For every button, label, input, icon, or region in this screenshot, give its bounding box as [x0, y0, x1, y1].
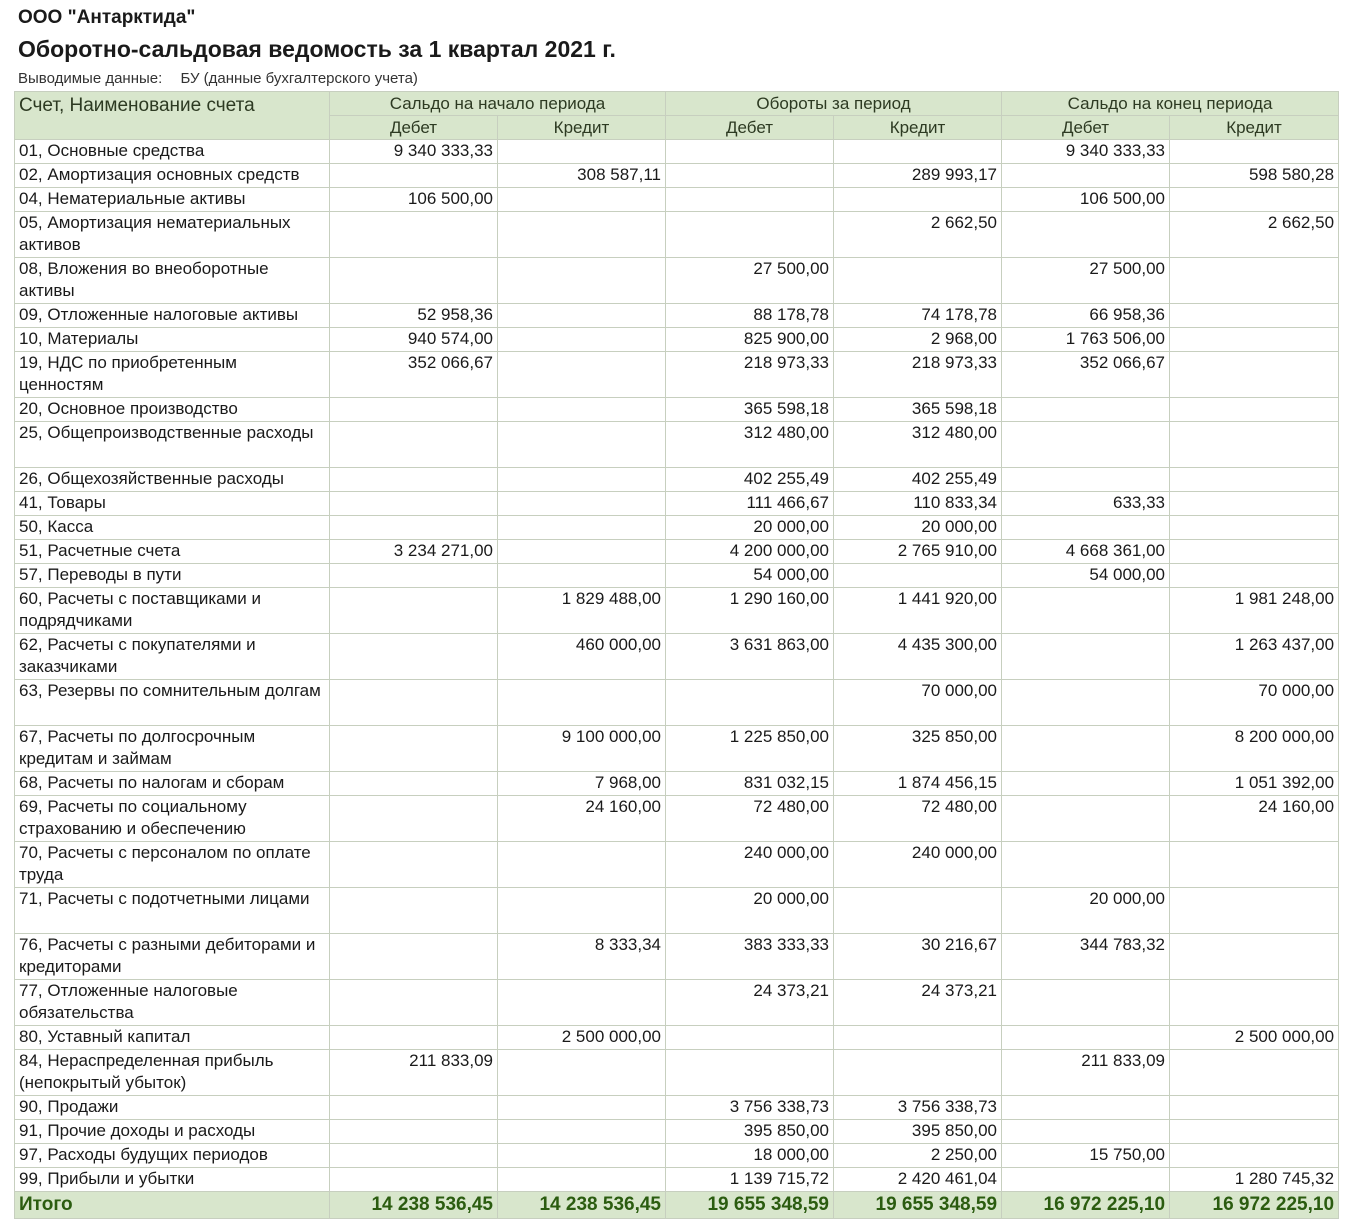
opening-credit-cell[interactable]: 8 333,34 [498, 934, 666, 980]
opening-debit-cell[interactable] [330, 1120, 498, 1144]
closing-debit-cell[interactable]: 106 500,00 [1002, 188, 1170, 212]
closing-debit-cell[interactable] [1002, 516, 1170, 540]
column-group-closing-balance: Сальдо на конец периода [1002, 92, 1339, 116]
turnover-credit-cell[interactable]: 72 480,00 [834, 796, 1002, 842]
turnover-debit-cell[interactable]: 218 973,33 [666, 352, 834, 398]
account-name-cell[interactable]: 71, Расчеты с подотчетными лицами [15, 888, 330, 934]
turnover-credit-cell[interactable] [834, 188, 1002, 212]
account-name-cell[interactable]: 90, Продажи [15, 1096, 330, 1120]
turnover-debit-cell[interactable] [666, 164, 834, 188]
opening-credit-cell[interactable] [498, 352, 666, 398]
table-row[interactable] [15, 304, 1339, 328]
total-turnover-debit: 19 655 348,59 [666, 1192, 834, 1219]
closing-debit-cell[interactable] [1002, 634, 1170, 680]
table-row[interactable] [15, 772, 1339, 796]
account-name-cell[interactable]: 01, Основные средства [15, 140, 330, 164]
turnover-debit-cell[interactable]: 4 200 000,00 [666, 540, 834, 564]
closing-credit-cell[interactable] [1170, 1096, 1339, 1120]
opening-debit-cell[interactable]: 352 066,67 [330, 352, 498, 398]
closing-debit-cell[interactable] [1002, 212, 1170, 258]
opening-debit-cell[interactable] [330, 772, 498, 796]
closing-credit-cell[interactable]: 598 580,28 [1170, 164, 1339, 188]
turnover-debit-cell[interactable]: 1 139 715,72 [666, 1168, 834, 1192]
total-row [15, 1192, 1339, 1219]
turnover-debit-cell[interactable] [666, 680, 834, 726]
account-name-cell[interactable]: 26, Общехозяйственные расходы [15, 468, 330, 492]
table-row[interactable] [15, 422, 1339, 468]
total-opening-debit: 14 238 536,45 [330, 1192, 498, 1219]
closing-credit-cell[interactable] [1170, 564, 1339, 588]
closing-credit-cell[interactable] [1170, 888, 1339, 934]
opening-debit-cell[interactable] [330, 634, 498, 680]
account-name-cell[interactable]: 57, Переводы в пути [15, 564, 330, 588]
opening-debit-cell[interactable]: 211 833,09 [330, 1050, 498, 1096]
opening-debit-cell[interactable] [330, 796, 498, 842]
turnover-credit-cell[interactable]: 110 833,34 [834, 492, 1002, 516]
turnover-credit-cell[interactable]: 2 765 910,00 [834, 540, 1002, 564]
total-opening-credit: 14 238 536,45 [498, 1192, 666, 1219]
table-row[interactable] [15, 564, 1339, 588]
account-name-cell[interactable]: 20, Основное производство [15, 398, 330, 422]
opening-credit-cell[interactable] [498, 888, 666, 934]
turnover-debit-cell[interactable]: 1 290 160,00 [666, 588, 834, 634]
opening-debit-cell[interactable]: 9 340 333,33 [330, 140, 498, 164]
closing-credit-cell[interactable]: 1 981 248,00 [1170, 588, 1339, 634]
total-turnover-credit: 19 655 348,59 [834, 1192, 1002, 1219]
turnover-credit-cell[interactable]: 20 000,00 [834, 516, 1002, 540]
turnover-debit-cell[interactable]: 825 900,00 [666, 328, 834, 352]
opening-debit-cell[interactable] [330, 1096, 498, 1120]
opening-debit-cell[interactable] [330, 1026, 498, 1050]
column-group-turnover: Обороты за период [666, 92, 1002, 116]
closing-credit-cell[interactable] [1170, 516, 1339, 540]
closing-credit-cell[interactable] [1170, 980, 1339, 1026]
closing-debit-cell[interactable]: 27 500,00 [1002, 258, 1170, 304]
turnover-credit-cell[interactable] [834, 140, 1002, 164]
opening-debit-cell[interactable] [330, 842, 498, 888]
opening-credit-cell[interactable] [498, 1120, 666, 1144]
opening-debit-cell[interactable]: 3 234 271,00 [330, 540, 498, 564]
opening-debit-cell[interactable] [330, 422, 498, 468]
turnover-debit-cell[interactable]: 27 500,00 [666, 258, 834, 304]
account-name-cell[interactable]: 50, Касса [15, 516, 330, 540]
account-name-cell[interactable]: 97, Расходы будущих периодов [15, 1144, 330, 1168]
closing-credit-cell[interactable] [1170, 422, 1339, 468]
opening-debit-cell[interactable] [330, 1168, 498, 1192]
closing-debit-cell[interactable]: 344 783,32 [1002, 934, 1170, 980]
table-header [15, 92, 1339, 140]
turnover-debit-cell[interactable]: 20 000,00 [666, 888, 834, 934]
closing-credit-cell[interactable]: 2 500 000,00 [1170, 1026, 1339, 1050]
closing-debit-cell[interactable] [1002, 164, 1170, 188]
opening-credit-cell[interactable]: 1 829 488,00 [498, 588, 666, 634]
closing-debit-cell[interactable] [1002, 980, 1170, 1026]
opening-credit-cell[interactable] [498, 140, 666, 164]
closing-credit-cell[interactable]: 1 280 745,32 [1170, 1168, 1339, 1192]
account-name-cell[interactable]: 76, Расчеты с разными дебиторами и кредиторами [15, 934, 330, 980]
account-name-cell[interactable]: 09, Отложенные налоговые активы [15, 304, 330, 328]
turnover-credit-cell[interactable]: 70 000,00 [834, 680, 1002, 726]
closing-debit-cell[interactable]: 15 750,00 [1002, 1144, 1170, 1168]
closing-credit-cell[interactable] [1170, 398, 1339, 422]
closing-debit-cell[interactable] [1002, 796, 1170, 842]
opening-debit-cell[interactable] [330, 492, 498, 516]
closing-credit-cell[interactable]: 8 200 000,00 [1170, 726, 1339, 772]
opening-debit-cell[interactable] [330, 564, 498, 588]
opening-credit-cell[interactable] [498, 1168, 666, 1192]
table-row[interactable] [15, 1168, 1339, 1192]
opening-debit-cell[interactable] [330, 398, 498, 422]
closing-debit-cell[interactable] [1002, 772, 1170, 796]
closing-debit-cell[interactable] [1002, 468, 1170, 492]
turnover-debit-cell[interactable] [666, 140, 834, 164]
table-row[interactable] [15, 796, 1339, 842]
account-name-cell[interactable]: 02, Амортизация основных средств [15, 164, 330, 188]
opening-debit-cell[interactable] [330, 212, 498, 258]
turnover-debit-cell[interactable] [666, 1050, 834, 1096]
column-header-closing-debit: Дебет [1002, 116, 1170, 140]
opening-debit-cell[interactable] [330, 980, 498, 1026]
opening-credit-cell[interactable] [498, 304, 666, 328]
opening-debit-cell[interactable] [330, 1144, 498, 1168]
params-label: Выводимые данные: [18, 70, 163, 87]
closing-credit-cell[interactable] [1170, 540, 1339, 564]
table-row[interactable] [15, 352, 1339, 398]
opening-credit-cell[interactable] [498, 328, 666, 352]
table-row[interactable] [15, 258, 1339, 304]
closing-debit-cell[interactable]: 9 340 333,33 [1002, 140, 1170, 164]
opening-credit-cell[interactable] [498, 680, 666, 726]
account-name-cell[interactable]: 99, Прибыли и убытки [15, 1168, 330, 1192]
account-name-cell[interactable]: 69, Расчеты по социальному страхованию и обеспечению [15, 796, 330, 842]
account-name-cell[interactable]: 25, Общепроизводственные расходы [15, 422, 330, 468]
turnover-debit-cell[interactable]: 20 000,00 [666, 516, 834, 540]
account-name-cell[interactable]: 04, Нематериальные активы [15, 188, 330, 212]
closing-debit-cell[interactable] [1002, 726, 1170, 772]
table-row[interactable] [15, 1096, 1339, 1120]
turnover-credit-cell[interactable]: 1 874 456,15 [834, 772, 1002, 796]
turnover-debit-cell[interactable]: 383 333,33 [666, 934, 834, 980]
opening-credit-cell[interactable] [498, 1144, 666, 1168]
account-name-cell[interactable]: 80, Уставный капитал [15, 1026, 330, 1050]
opening-credit-cell[interactable] [498, 188, 666, 212]
turnover-credit-cell[interactable]: 2 250,00 [834, 1144, 1002, 1168]
closing-debit-cell[interactable] [1002, 842, 1170, 888]
table-row[interactable] [15, 492, 1339, 516]
turnover-debit-cell[interactable]: 365 598,18 [666, 398, 834, 422]
turnover-debit-cell[interactable]: 18 000,00 [666, 1144, 834, 1168]
closing-debit-cell[interactable] [1002, 398, 1170, 422]
turnover-credit-cell[interactable]: 402 255,49 [834, 468, 1002, 492]
opening-debit-cell[interactable] [330, 934, 498, 980]
closing-credit-cell[interactable]: 1 051 392,00 [1170, 772, 1339, 796]
turnover-debit-cell[interactable]: 88 178,78 [666, 304, 834, 328]
account-name-cell[interactable]: 84, Нераспределенная прибыль (непокрытый убыток) [15, 1050, 330, 1096]
turnover-credit-cell[interactable]: 289 993,17 [834, 164, 1002, 188]
account-name-cell[interactable]: 67, Расчеты по долгосрочным кредитам и займам [15, 726, 330, 772]
account-name-cell[interactable]: 70, Расчеты с персоналом по оплате труда [15, 842, 330, 888]
turnover-credit-cell[interactable]: 24 373,21 [834, 980, 1002, 1026]
table-row[interactable] [15, 888, 1339, 934]
opening-credit-cell[interactable] [498, 492, 666, 516]
total-closing-credit: 16 972 225,10 [1170, 1192, 1339, 1219]
opening-credit-cell[interactable]: 7 968,00 [498, 772, 666, 796]
opening-debit-cell[interactable]: 106 500,00 [330, 188, 498, 212]
account-name-cell[interactable]: 60, Расчеты с поставщиками и подрядчиками [15, 588, 330, 634]
table-row[interactable] [15, 634, 1339, 680]
account-name-cell[interactable]: 77, Отложенные налоговые обязательства [15, 980, 330, 1026]
column-header-opening-credit: Кредит [498, 116, 666, 140]
closing-debit-cell[interactable] [1002, 422, 1170, 468]
column-group-opening-balance: Сальдо на начало периода [330, 92, 666, 116]
column-header-opening-debit: Дебет [330, 116, 498, 140]
report-title: Оборотно-сальдовая ведомость за 1 квартал 2021 г. [18, 36, 616, 62]
turnover-debit-cell[interactable]: 395 850,00 [666, 1120, 834, 1144]
total-label: Итого [15, 1192, 330, 1219]
opening-credit-cell[interactable] [498, 516, 666, 540]
table-row[interactable] [15, 1144, 1339, 1168]
turnover-debit-cell[interactable]: 831 032,15 [666, 772, 834, 796]
opening-debit-cell[interactable] [330, 258, 498, 304]
account-name-cell[interactable]: 19, НДС по приобретенным ценностям [15, 352, 330, 398]
opening-credit-cell[interactable] [498, 980, 666, 1026]
turnover-debit-cell[interactable]: 1 225 850,00 [666, 726, 834, 772]
account-name-cell[interactable]: 91, Прочие доходы и расходы [15, 1120, 330, 1144]
opening-credit-cell[interactable]: 24 160,00 [498, 796, 666, 842]
opening-credit-cell[interactable]: 460 000,00 [498, 634, 666, 680]
turnover-debit-cell[interactable]: 24 373,21 [666, 980, 834, 1026]
turnover-credit-cell[interactable]: 395 850,00 [834, 1120, 1002, 1144]
column-header-turnover-credit: Кредит [834, 116, 1002, 140]
closing-debit-cell[interactable]: 4 668 361,00 [1002, 540, 1170, 564]
opening-credit-cell[interactable] [498, 398, 666, 422]
column-header-account: Счет, Наименование счета [15, 92, 330, 140]
turnover-debit-cell[interactable]: 54 000,00 [666, 564, 834, 588]
turnover-credit-cell[interactable]: 218 973,33 [834, 352, 1002, 398]
opening-credit-cell[interactable] [498, 564, 666, 588]
account-name-cell[interactable]: 63, Резервы по сомнительным долгам [15, 680, 330, 726]
closing-credit-cell[interactable] [1170, 492, 1339, 516]
closing-debit-cell[interactable]: 1 763 506,00 [1002, 328, 1170, 352]
organization-name: ООО "Антарктида" [18, 7, 196, 28]
table-row[interactable] [15, 140, 1339, 164]
turnover-credit-cell[interactable]: 2 420 461,04 [834, 1168, 1002, 1192]
closing-credit-cell[interactable] [1170, 1144, 1339, 1168]
table-row[interactable] [15, 164, 1339, 188]
closing-credit-cell[interactable] [1170, 328, 1339, 352]
closing-credit-cell[interactable] [1170, 934, 1339, 980]
turnover-credit-cell[interactable] [834, 564, 1002, 588]
account-name-cell[interactable]: 05, Амортизация нематериальных активов [15, 212, 330, 258]
closing-credit-cell[interactable] [1170, 1050, 1339, 1096]
column-header-turnover-debit: Дебет [666, 116, 834, 140]
opening-debit-cell[interactable] [330, 680, 498, 726]
turnover-credit-cell[interactable] [834, 1026, 1002, 1050]
closing-debit-cell[interactable] [1002, 1096, 1170, 1120]
account-name-cell[interactable]: 08, Вложения во внеоборотные активы [15, 258, 330, 304]
table-row[interactable] [15, 934, 1339, 980]
closing-credit-cell[interactable] [1170, 258, 1339, 304]
table-row[interactable] [15, 540, 1339, 564]
opening-credit-cell[interactable] [498, 468, 666, 492]
table-row[interactable] [15, 1026, 1339, 1050]
closing-debit-cell[interactable] [1002, 1120, 1170, 1144]
closing-credit-cell[interactable]: 70 000,00 [1170, 680, 1339, 726]
closing-credit-cell[interactable]: 1 263 437,00 [1170, 634, 1339, 680]
turnover-debit-cell[interactable]: 312 480,00 [666, 422, 834, 468]
closing-debit-cell[interactable]: 211 833,09 [1002, 1050, 1170, 1096]
table-row[interactable] [15, 1050, 1339, 1096]
turnover-debit-cell[interactable]: 111 466,67 [666, 492, 834, 516]
account-name-cell[interactable]: 51, Расчетные счета [15, 540, 330, 564]
closing-debit-cell[interactable]: 633,33 [1002, 492, 1170, 516]
closing-debit-cell[interactable]: 20 000,00 [1002, 888, 1170, 934]
table-row[interactable] [15, 842, 1339, 888]
opening-debit-cell[interactable] [330, 164, 498, 188]
turnover-debit-cell[interactable]: 3 631 863,00 [666, 634, 834, 680]
opening-credit-cell[interactable] [498, 258, 666, 304]
turnover-credit-cell[interactable]: 2 662,50 [834, 212, 1002, 258]
closing-debit-cell[interactable] [1002, 1168, 1170, 1192]
closing-credit-cell[interactable] [1170, 188, 1339, 212]
closing-credit-cell[interactable] [1170, 140, 1339, 164]
closing-credit-cell[interactable] [1170, 1120, 1339, 1144]
turnover-credit-cell[interactable] [834, 1050, 1002, 1096]
total-closing-debit: 16 972 225,10 [1002, 1192, 1170, 1219]
column-header-closing-credit: Кредит [1170, 116, 1339, 140]
table-row[interactable] [15, 516, 1339, 540]
closing-debit-cell[interactable] [1002, 680, 1170, 726]
table-row[interactable] [15, 1120, 1339, 1144]
turnover-credit-cell[interactable]: 312 480,00 [834, 422, 1002, 468]
opening-credit-cell[interactable] [498, 540, 666, 564]
turnover-credit-cell[interactable]: 240 000,00 [834, 842, 1002, 888]
opening-credit-cell[interactable] [498, 212, 666, 258]
table-body [15, 140, 1339, 1192]
opening-credit-cell[interactable]: 2 500 000,00 [498, 1026, 666, 1050]
table-row[interactable] [15, 726, 1339, 772]
closing-debit-cell[interactable] [1002, 588, 1170, 634]
opening-credit-cell[interactable] [498, 422, 666, 468]
turnover-credit-cell[interactable]: 30 216,67 [834, 934, 1002, 980]
account-name-cell[interactable]: 62, Расчеты с покупателями и заказчиками [15, 634, 330, 680]
opening-credit-cell[interactable] [498, 842, 666, 888]
turnover-debit-cell[interactable] [666, 188, 834, 212]
turnover-credit-cell[interactable]: 325 850,00 [834, 726, 1002, 772]
account-name-cell[interactable]: 10, Материалы [15, 328, 330, 352]
closing-credit-cell[interactable] [1170, 468, 1339, 492]
table-row[interactable] [15, 588, 1339, 634]
closing-debit-cell[interactable] [1002, 1026, 1170, 1050]
table-row[interactable] [15, 188, 1339, 212]
report-params [14, 67, 1338, 91]
table-row[interactable] [15, 398, 1339, 422]
turnover-credit-cell[interactable] [834, 258, 1002, 304]
turnover-debit-cell[interactable]: 402 255,49 [666, 468, 834, 492]
closing-credit-cell[interactable]: 2 662,50 [1170, 212, 1339, 258]
closing-debit-cell[interactable]: 66 958,36 [1002, 304, 1170, 328]
opening-debit-cell[interactable]: 940 574,00 [330, 328, 498, 352]
opening-debit-cell[interactable] [330, 888, 498, 934]
closing-debit-cell[interactable]: 352 066,67 [1002, 352, 1170, 398]
table-row[interactable] [15, 980, 1339, 1026]
table-footer [15, 1192, 1339, 1219]
opening-debit-cell[interactable] [330, 588, 498, 634]
turnover-credit-cell[interactable]: 4 435 300,00 [834, 634, 1002, 680]
closing-credit-cell[interactable] [1170, 842, 1339, 888]
table-row[interactable] [15, 468, 1339, 492]
table-row[interactable] [15, 328, 1339, 352]
opening-credit-cell[interactable] [498, 1096, 666, 1120]
table-row[interactable] [15, 680, 1339, 726]
opening-debit-cell[interactable]: 52 958,36 [330, 304, 498, 328]
turnover-debit-cell[interactable] [666, 212, 834, 258]
closing-credit-cell[interactable]: 24 160,00 [1170, 796, 1339, 842]
opening-credit-cell[interactable]: 9 100 000,00 [498, 726, 666, 772]
opening-credit-cell[interactable]: 308 587,11 [498, 164, 666, 188]
turnover-credit-cell[interactable]: 2 968,00 [834, 328, 1002, 352]
report [14, 5, 1338, 1219]
closing-credit-cell[interactable] [1170, 304, 1339, 328]
turnover-debit-cell[interactable]: 240 000,00 [666, 842, 834, 888]
turnover-credit-cell[interactable]: 74 178,78 [834, 304, 1002, 328]
opening-debit-cell[interactable] [330, 726, 498, 772]
account-name-cell[interactable]: 68, Расчеты по налогам и сборам [15, 772, 330, 796]
turnover-credit-cell[interactable]: 3 756 338,73 [834, 1096, 1002, 1120]
turnover-debit-cell[interactable] [666, 1026, 834, 1050]
turnover-debit-cell[interactable]: 72 480,00 [666, 796, 834, 842]
closing-debit-cell[interactable]: 54 000,00 [1002, 564, 1170, 588]
turnover-credit-cell[interactable]: 1 441 920,00 [834, 588, 1002, 634]
opening-debit-cell[interactable] [330, 468, 498, 492]
closing-credit-cell[interactable] [1170, 352, 1339, 398]
turnover-balance-table [14, 91, 1339, 1219]
opening-credit-cell[interactable] [498, 1050, 666, 1096]
params-value: БУ (данные бухгалтерского учета) [180, 70, 418, 87]
account-name-cell[interactable]: 41, Товары [15, 492, 330, 516]
opening-debit-cell[interactable] [330, 516, 498, 540]
table-row[interactable] [15, 212, 1339, 258]
turnover-credit-cell[interactable]: 365 598,18 [834, 398, 1002, 422]
turnover-credit-cell[interactable] [834, 888, 1002, 934]
turnover-debit-cell[interactable]: 3 756 338,73 [666, 1096, 834, 1120]
